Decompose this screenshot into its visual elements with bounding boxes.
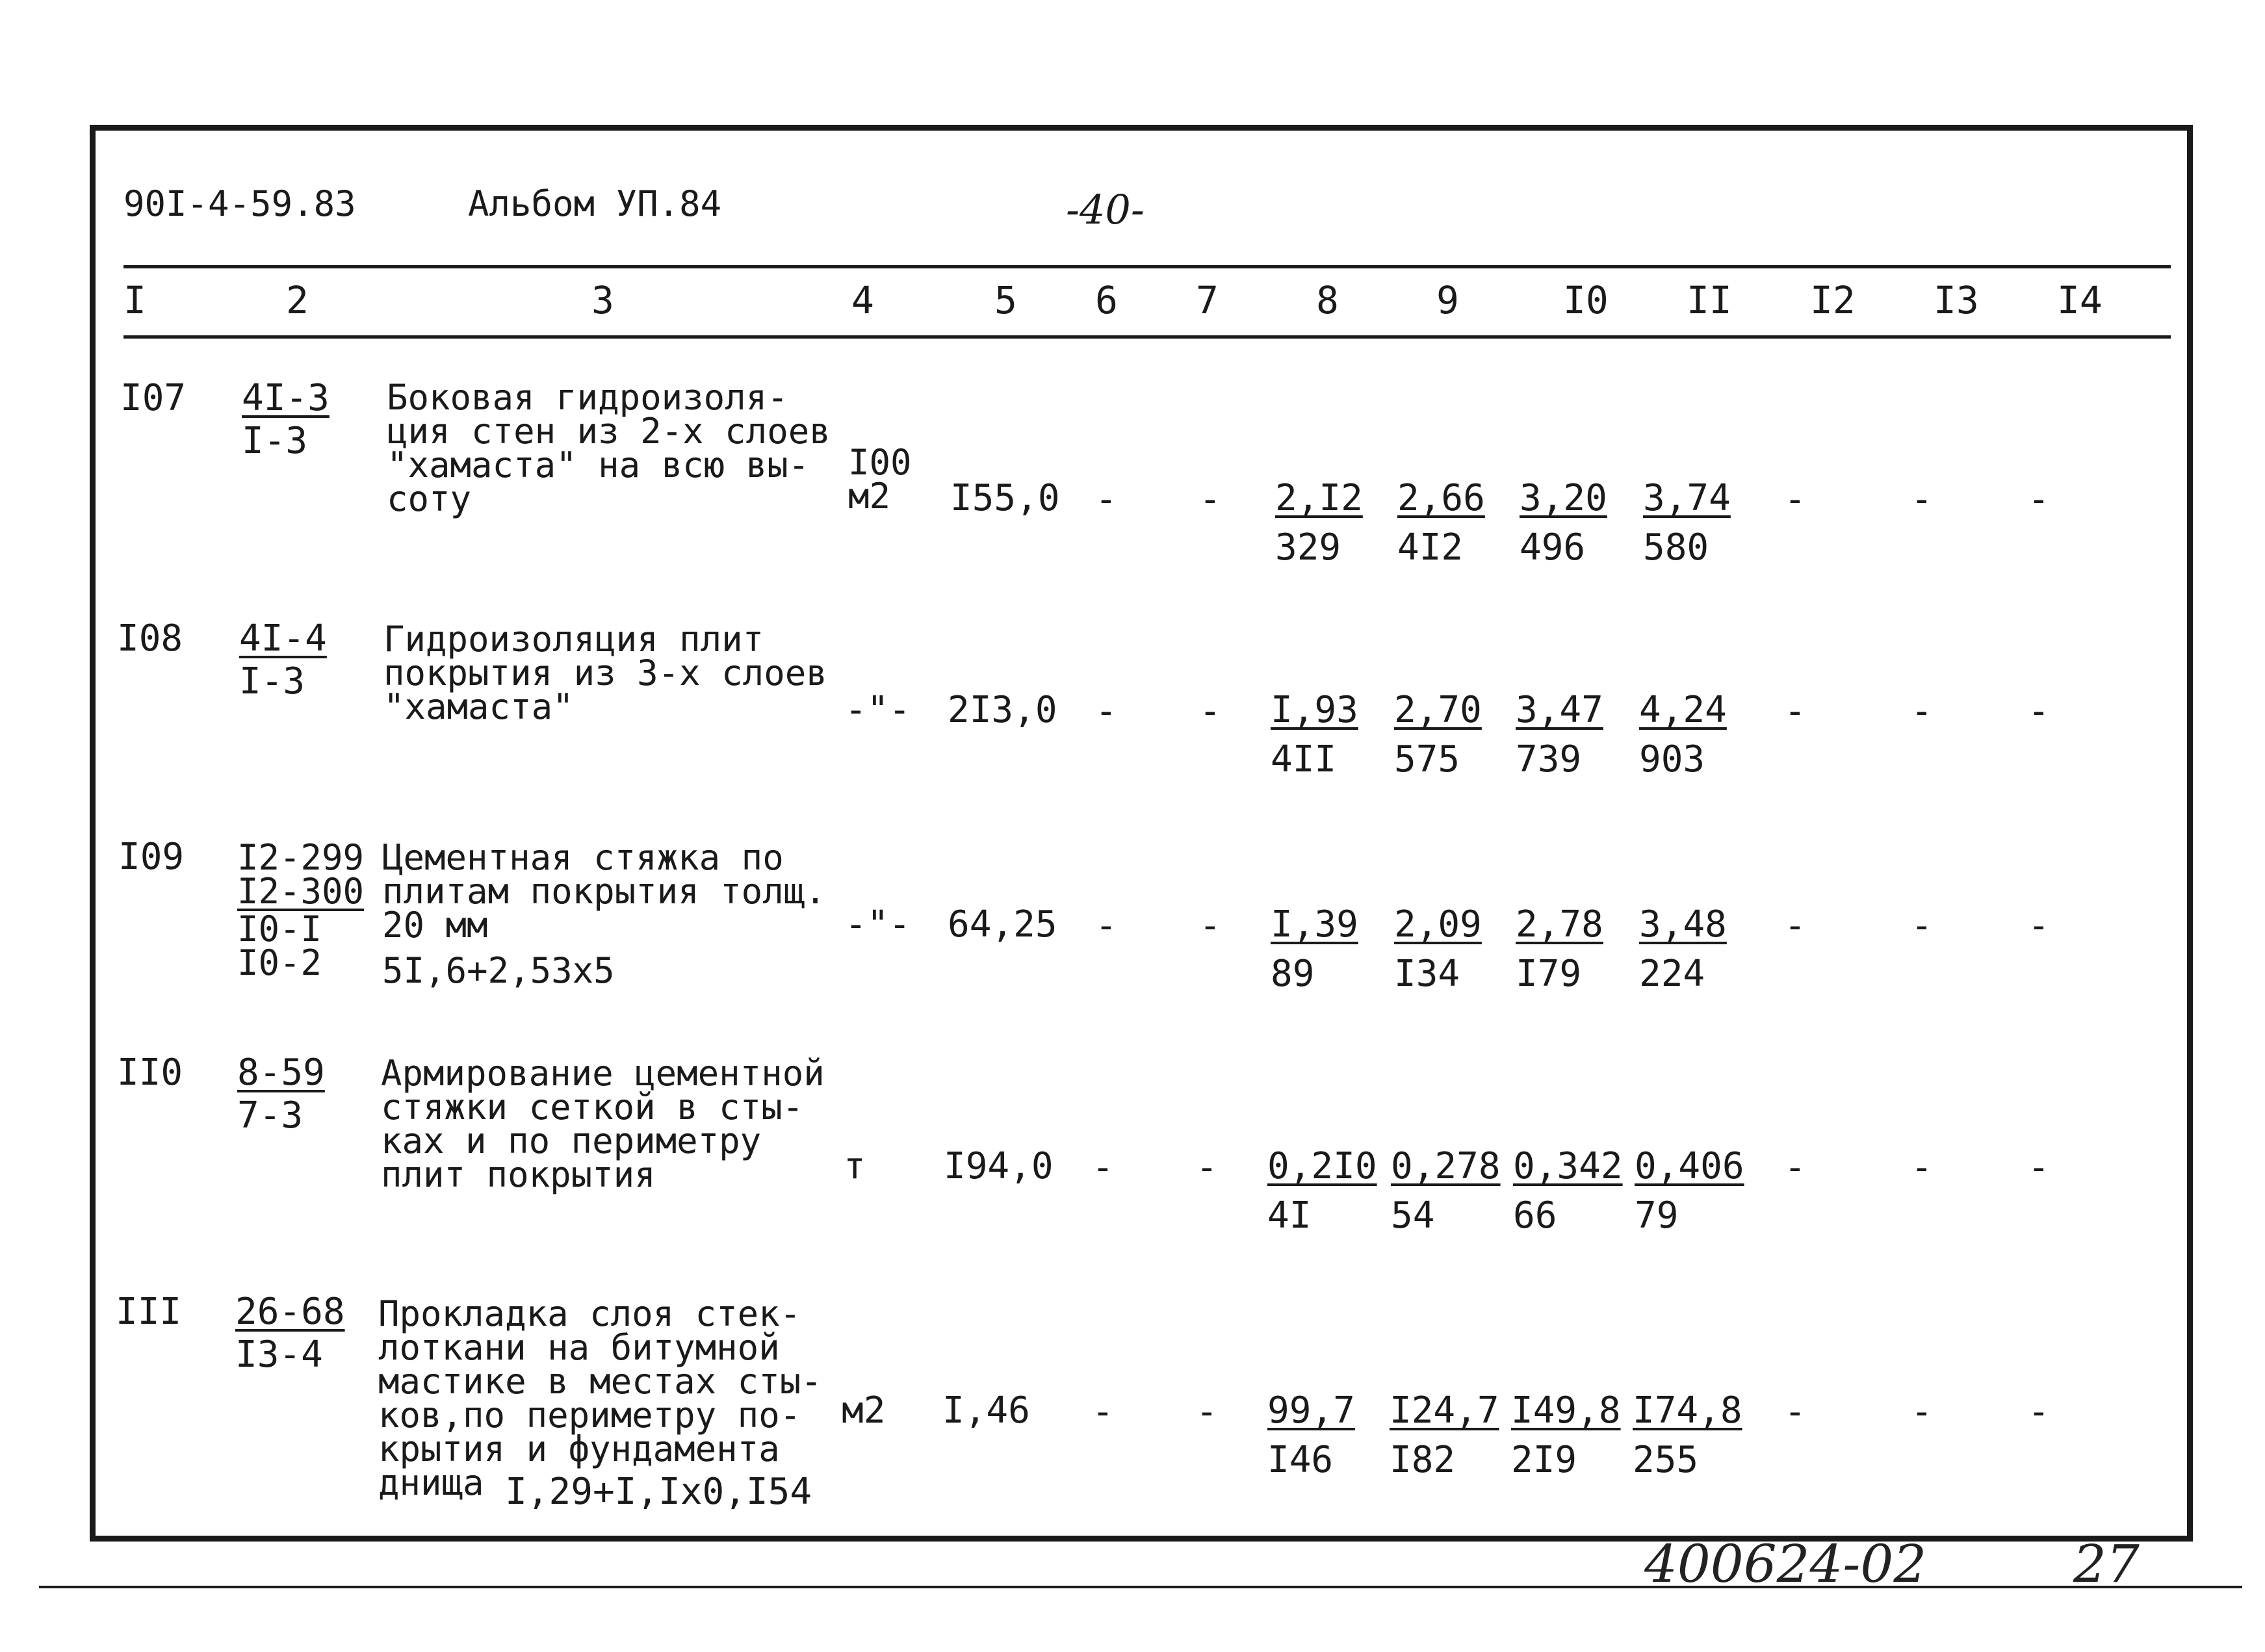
column-header-5: 5: [994, 278, 1017, 322]
col11-value: [1635, 1146, 1744, 1236]
col11-bottom: 580: [1643, 526, 1709, 569]
unit-line: I00: [848, 442, 912, 483]
col8-top: I,39: [1271, 903, 1358, 946]
album-title: Альбом УП.84: [468, 183, 722, 224]
quantity: I55,0: [950, 477, 1060, 519]
col8-top: 0,2I0: [1267, 1145, 1377, 1187]
col10-top: 3,20: [1520, 477, 1607, 519]
description-line: Цементная стяжка по: [382, 837, 784, 878]
unit: [848, 442, 912, 517]
col11-bottom: 903: [1639, 738, 1705, 781]
col11-bottom: 224: [1639, 953, 1705, 995]
col7-value: -: [1199, 478, 1221, 521]
work-description: [383, 619, 827, 727]
description-line: плит покрытия: [381, 1154, 656, 1195]
col7-value: -: [1199, 905, 1221, 947]
col11-value: [1633, 1391, 1742, 1480]
norm-code: [239, 619, 327, 702]
handwritten-page-number: 27: [2073, 1534, 2140, 1594]
col11-top: 0,406: [1635, 1145, 1744, 1187]
col13-value: -: [1911, 905, 1933, 947]
col8-bottom: 4I: [1267, 1194, 1312, 1237]
col6-value: -: [1092, 1391, 1114, 1433]
norm-code: [242, 378, 330, 461]
description-line: соту: [387, 478, 472, 519]
unit: -"-: [845, 903, 911, 946]
norm-code-bottom: 7-3: [237, 1094, 304, 1137]
col9-bottom: I34: [1394, 953, 1460, 995]
handwritten-code: 400624-02: [1644, 1534, 1927, 1594]
col10-value: [1516, 905, 1603, 994]
col10-bottom: 739: [1516, 738, 1582, 781]
col8-value: [1271, 690, 1358, 780]
col9-bottom: 4I2: [1397, 526, 1464, 569]
quantity: 64,25: [948, 903, 1057, 946]
col9-value: [1397, 478, 1485, 568]
col12-value: -: [1784, 478, 1806, 521]
col8-value: [1275, 478, 1363, 568]
unit: м2: [842, 1389, 886, 1432]
col9-bottom: 54: [1391, 1194, 1435, 1237]
norm-code: [235, 1292, 345, 1375]
col10-value: [1513, 1146, 1623, 1236]
col11-bottom: 255: [1633, 1439, 1699, 1481]
row-number: I08: [117, 617, 183, 660]
unit-line: м2: [848, 476, 891, 517]
column-header-8: 8: [1316, 278, 1339, 322]
quantity: I,46: [942, 1389, 1030, 1432]
norm-code-line: I0-2: [237, 942, 322, 983]
norm-code-bottom: I-3: [242, 420, 308, 462]
col6-value: -: [1095, 905, 1117, 947]
row-number: I07: [120, 377, 187, 419]
quantity: 2I3,0: [948, 689, 1057, 731]
col11-value: [1639, 905, 1727, 994]
col13-value: -: [1911, 478, 1933, 521]
norm-code-bottom: I-3: [239, 660, 305, 703]
col9-value: [1394, 690, 1482, 780]
column-header-9: 9: [1436, 278, 1459, 322]
description-line: Боковая гидроизоля-: [387, 377, 788, 418]
page-number: -40-: [1066, 186, 1145, 233]
col7-value: -: [1196, 1391, 1218, 1433]
column-header-2: 2: [286, 278, 309, 322]
unit: -"-: [845, 689, 911, 731]
description-formula: I,29+I,Iх0,I54: [505, 1471, 812, 1513]
description-line: стяжки сеткой в сты-: [381, 1087, 804, 1128]
document-code: 90I-4-59.83: [123, 183, 356, 224]
col6-value: -: [1092, 1146, 1114, 1189]
col14-value: -: [2028, 1146, 2050, 1189]
row-number: I09: [118, 836, 185, 878]
col13-value: -: [1911, 1391, 1933, 1433]
column-header-14: I4: [2057, 278, 2103, 322]
norm-code-top: 4I-3: [242, 377, 330, 419]
description-line: крытия и фундамента: [378, 1428, 780, 1469]
col9-top: 2,70: [1394, 689, 1482, 731]
col11-bottom: 79: [1635, 1194, 1679, 1237]
column-header-7: 7: [1196, 278, 1219, 322]
col12-value: -: [1784, 690, 1806, 732]
description-last-line: [378, 1462, 822, 1513]
col8-bottom: I46: [1267, 1439, 1334, 1481]
description-line: ция стен из 2-х слоев: [387, 411, 831, 452]
col13-value: -: [1911, 1146, 1933, 1189]
row-number: II0: [117, 1052, 183, 1094]
description-line: 20 мм: [382, 905, 488, 946]
col14-value: -: [2028, 478, 2050, 521]
col14-value: -: [2028, 690, 2050, 732]
col10-top: I49,8: [1511, 1389, 1621, 1432]
description-line: 5I,6+2,53х5: [382, 950, 615, 991]
unit: т: [844, 1145, 866, 1187]
col9-top: I24,7: [1390, 1389, 1499, 1432]
col6-value: -: [1095, 478, 1117, 521]
work-description: [387, 377, 831, 519]
col9-value: [1390, 1391, 1499, 1480]
col11-top: I74,8: [1633, 1389, 1742, 1432]
header-bottom-rule: [123, 335, 2171, 339]
norm-code-top: 4I-4: [239, 617, 327, 660]
description-line: Армирование цементной: [381, 1053, 825, 1094]
col10-bottom: 496: [1520, 526, 1586, 569]
col9-value: [1394, 905, 1482, 994]
description-line: ков,по периметру по-: [378, 1395, 801, 1436]
col7-value: -: [1199, 690, 1221, 732]
col9-value: [1391, 1146, 1501, 1236]
column-header-6: 6: [1095, 278, 1118, 322]
col10-top: 3,47: [1516, 689, 1603, 731]
col8-value: [1271, 905, 1358, 994]
col12-value: -: [1784, 1146, 1806, 1189]
quantity: I94,0: [944, 1145, 1054, 1187]
col9-bottom: I82: [1390, 1439, 1456, 1481]
col14-value: -: [2028, 1391, 2050, 1433]
column-header-4: 4: [851, 278, 874, 322]
description-line: Прокладка слоя стек-: [378, 1293, 801, 1334]
col7-value: -: [1196, 1146, 1218, 1189]
col11-top: 3,48: [1639, 903, 1727, 946]
norm-code-bottom: I3-4: [235, 1334, 323, 1376]
description-line: Гидроизоляция плит: [383, 619, 764, 660]
col9-top: 2,09: [1394, 903, 1482, 946]
description-line: ках и по периметру: [381, 1120, 762, 1161]
norm-code-top: 26-68: [235, 1291, 345, 1333]
col9-top: 2,66: [1397, 477, 1485, 519]
col11-value: [1643, 478, 1731, 568]
col8-bottom: 4II: [1271, 738, 1337, 781]
col12-value: -: [1784, 905, 1806, 947]
description-line: покрытия из 3-х слоев: [383, 652, 827, 693]
column-header-1: I: [123, 278, 146, 322]
col10-bottom: 66: [1513, 1194, 1557, 1237]
col8-value: [1267, 1146, 1377, 1236]
description-line: мастике в местах сты-: [378, 1361, 822, 1402]
col10-value: [1511, 1391, 1621, 1480]
column-header-12: I2: [1810, 278, 1856, 322]
col10-value: [1520, 478, 1607, 568]
norm-codes: [237, 837, 365, 983]
work-description: [382, 837, 826, 991]
column-header-3: 3: [591, 278, 614, 322]
column-header-13: I3: [1934, 278, 1979, 322]
description-line: "хамаста": [383, 686, 574, 727]
col11-top: 4,24: [1639, 689, 1727, 731]
work-description: [381, 1053, 825, 1195]
col11-top: 3,74: [1643, 477, 1731, 519]
col10-bottom: 2I9: [1511, 1439, 1577, 1481]
work-description: [378, 1293, 822, 1513]
col9-top: 0,278: [1391, 1145, 1501, 1187]
description-line: "хамаста" на всю вы-: [387, 445, 810, 485]
col10-value: [1516, 690, 1603, 780]
description-line: лоткани на битумной: [378, 1327, 780, 1368]
norm-code-line: I2-299: [237, 837, 365, 878]
description-line: плитам покрытия толщ.: [382, 871, 826, 912]
norm-code-line: I2-300: [237, 871, 365, 912]
column-header-10: I0: [1563, 278, 1609, 322]
col8-value: [1267, 1391, 1355, 1480]
col6-value: -: [1095, 690, 1117, 732]
col12-value: -: [1784, 1391, 1806, 1433]
col13-value: -: [1911, 690, 1933, 732]
col8-top: I,93: [1271, 689, 1358, 731]
col8-top: 2,I2: [1275, 477, 1363, 519]
col9-bottom: 575: [1394, 738, 1460, 781]
norm-code: [237, 1053, 325, 1136]
col8-top: 99,7: [1267, 1389, 1355, 1432]
column-header-11: II: [1687, 278, 1732, 322]
col10-bottom: I79: [1516, 953, 1582, 995]
norm-code-top: 8-59: [237, 1052, 325, 1094]
col11-value: [1639, 690, 1727, 780]
header-top-rule: [123, 265, 2171, 268]
col8-bottom: 89: [1271, 953, 1315, 995]
col8-bottom: 329: [1275, 526, 1341, 569]
col14-value: -: [2028, 905, 2050, 947]
description-line: днища: [378, 1462, 484, 1503]
norm-code-line: I0-I: [237, 909, 322, 949]
col10-top: 2,78: [1516, 903, 1603, 946]
col10-top: 0,342: [1513, 1145, 1623, 1187]
row-number: III: [116, 1291, 182, 1333]
